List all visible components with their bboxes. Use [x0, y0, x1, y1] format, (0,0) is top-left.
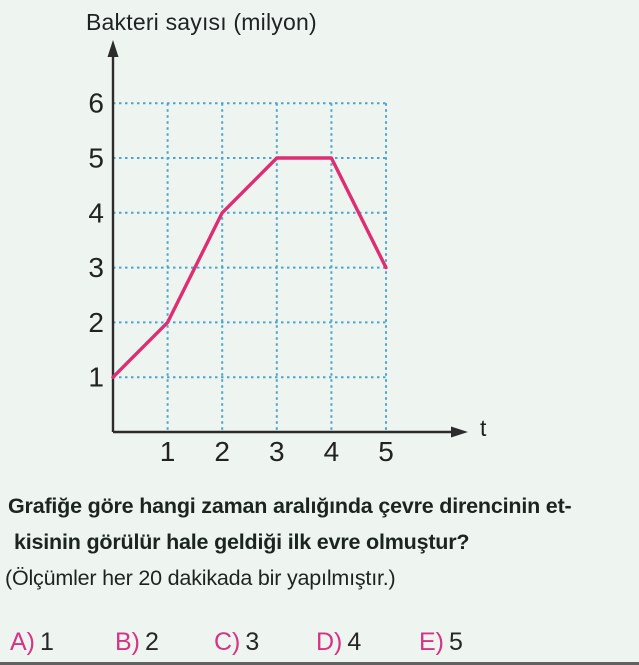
x-tick-label-5: 5	[378, 436, 394, 467]
option-a-value: 1	[40, 628, 54, 656]
question-note: (Ölçümler her 20 dakikada bir yapılmıştır.)	[5, 566, 396, 590]
option-c-value: 3	[245, 628, 260, 656]
y-tick-label-2: 2	[88, 306, 104, 338]
question-text-line-2: kisinin görülür hale geldiği ilk evre olmuştur?	[14, 530, 470, 554]
x-tick-label-1: 1	[159, 436, 176, 467]
question-text-line-1: Grafiğe göre hangi zaman aralığında çevre direncinin et-	[8, 494, 572, 518]
bacteria-series-line	[113, 158, 386, 377]
option-e-value: 5	[449, 628, 463, 656]
answer-option-e[interactable]	[419, 628, 463, 657]
answer-option-a[interactable]	[10, 628, 54, 657]
y-tick-label-3: 3	[88, 252, 104, 284]
x-axis-arrowhead	[451, 427, 468, 438]
chart-title: Bakteri sayısı (milyon)	[86, 9, 317, 35]
answer-option-c[interactable]	[214, 628, 259, 657]
option-d-letter: D)	[316, 628, 343, 656]
x-tick-label-3: 3	[269, 436, 285, 467]
option-b-value: 2	[145, 628, 159, 656]
y-tick-label-6: 6	[88, 87, 104, 119]
option-a-letter: A)	[10, 628, 35, 656]
answer-option-d[interactable]	[316, 628, 361, 657]
y-tick-label-1: 1	[88, 361, 104, 393]
x-axis-label: t	[480, 415, 487, 441]
option-b-letter: B)	[115, 628, 140, 656]
option-d-value: 4	[347, 628, 362, 656]
x-tick-label-2: 2	[214, 436, 230, 467]
y-tick-label-5: 5	[88, 142, 104, 174]
x-tick-label-4: 4	[323, 436, 340, 467]
y-axis-arrowhead	[108, 40, 119, 57]
option-c-letter: C)	[214, 628, 241, 656]
answer-option-b[interactable]	[115, 628, 159, 657]
y-tick-label-4: 4	[88, 197, 104, 229]
option-e-letter: E)	[419, 628, 444, 656]
